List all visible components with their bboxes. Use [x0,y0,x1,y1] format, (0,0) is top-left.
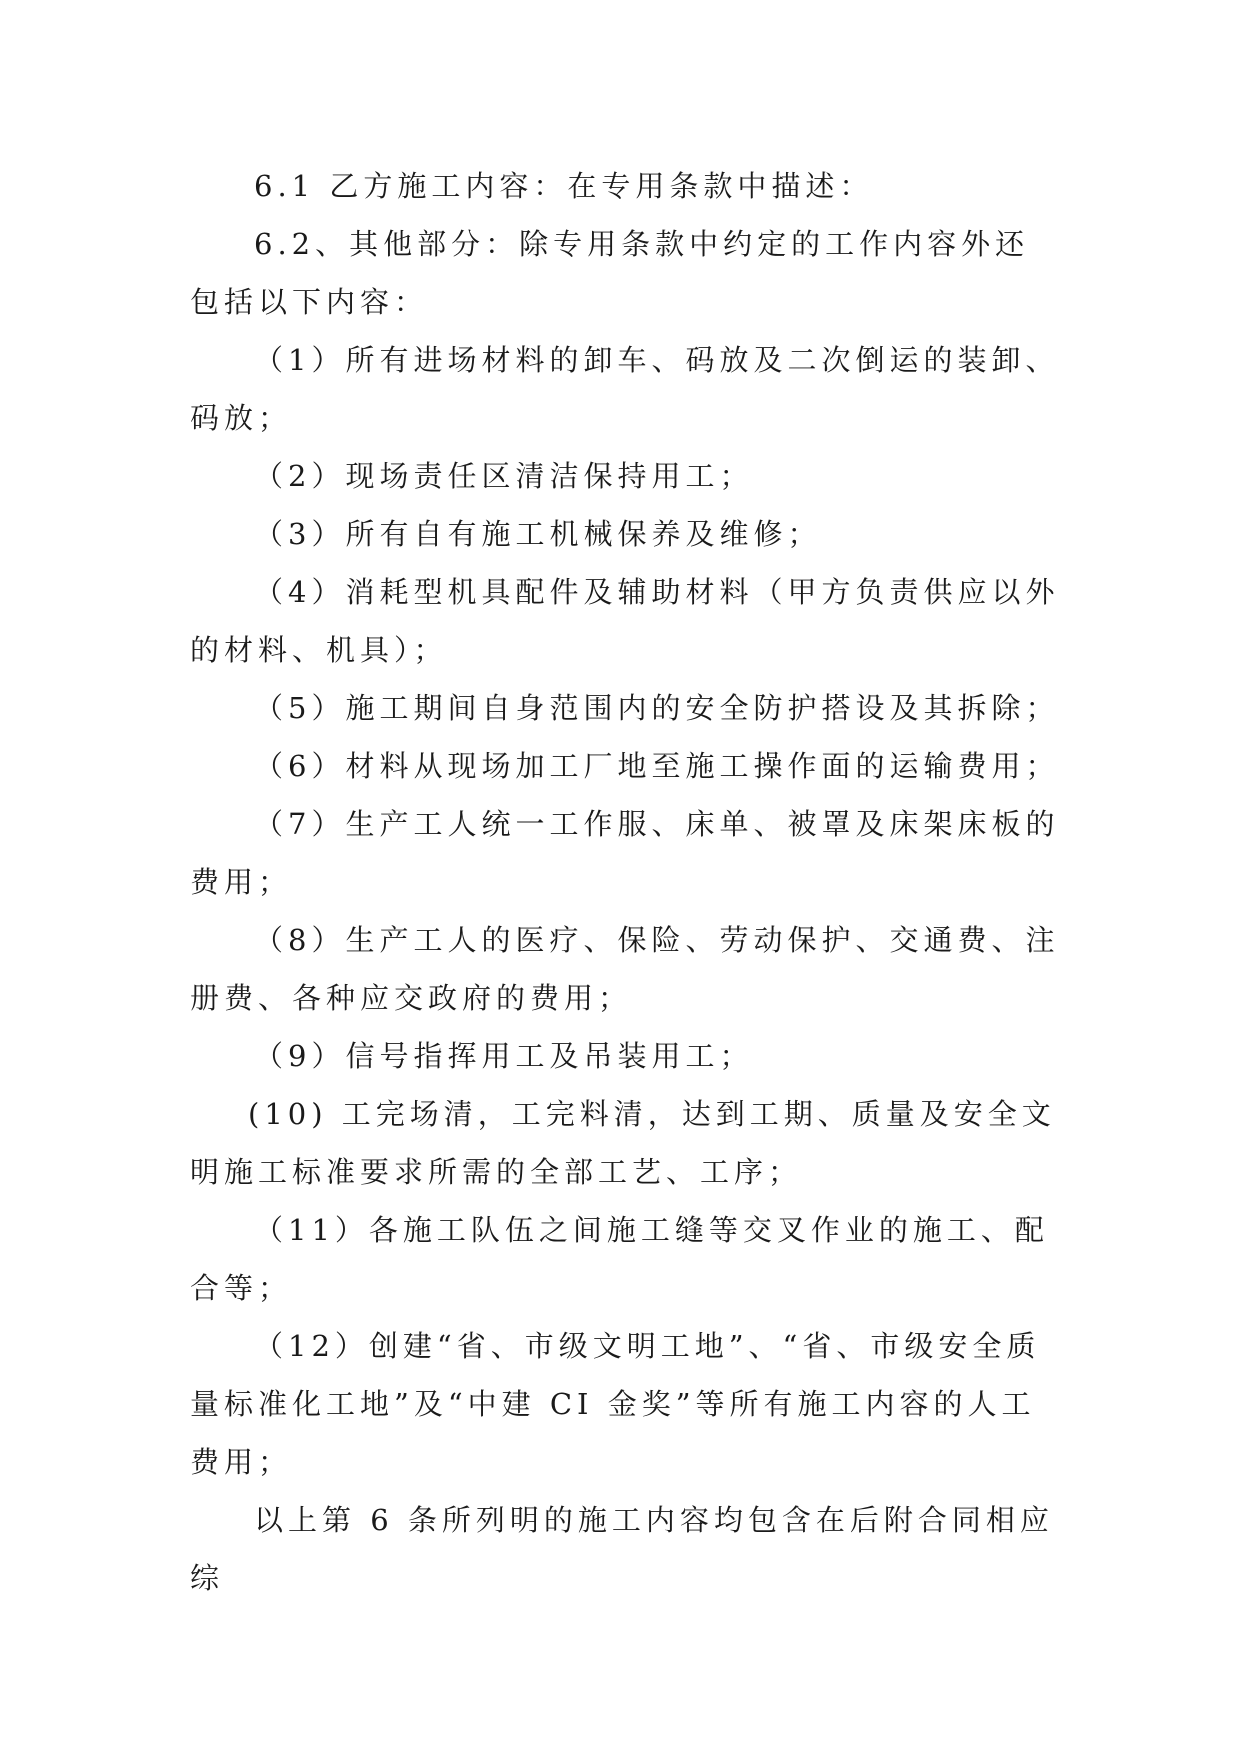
list-item-8: （8）生产工人的医疗、保险、劳动保护、交通费、注册费、各种应交政府的费用； [190,923,1060,1015]
list-item-5: （5）施工期间自身范围内的安全防护搭设及其拆除； [254,691,1060,725]
list-item-12: （12）创建“省、市级文明工地”、“省、市级安全质量标准化工地”及“中建 CI 金奖”等所有施工内容的人工费用； [190,1329,1041,1479]
list-item-10: (10) 工完场清，工完料清，达到工期、质量及安全文明施工标准要求所需的全部工艺、工序； [190,1097,1056,1189]
list-item-2: （2）现场责任区清洁保持用工； [254,459,754,493]
document-body [190,157,1062,1607]
list-item-3: （3）所有自有施工机械保养及维修； [254,517,822,551]
list-item-1: （1）所有进场材料的卸车、码放及二次倒运的装卸、码放； [190,343,1060,435]
paragraph-6-2: 6.2、其他部分：除专用条款中约定的工作内容外还包括以下内容： [190,227,1030,319]
list-item-4: （4）消耗型机具配件及辅助材料（甲方负责供应以外的材料、机具）； [190,575,1060,667]
list-item-9: （9）信号指挥用工及吊装用工； [254,1039,754,1073]
paragraph-6-1: 6.1 乙方施工内容：在专用条款中描述： [254,169,874,203]
closing-paragraph: 以上第 6 条所列明的施工内容均包含在后附合同相应综 [190,1503,1054,1595]
list-item-7: （7）生产工人统一工作服、床单、被罩及床架床板的费用； [190,807,1060,899]
list-item-11: （11）各施工队伍之间施工缝等交叉作业的施工、配合等； [190,1213,1049,1305]
list-item-6: （6）材料从现场加工厂地至施工操作面的运输费用； [254,749,1060,783]
